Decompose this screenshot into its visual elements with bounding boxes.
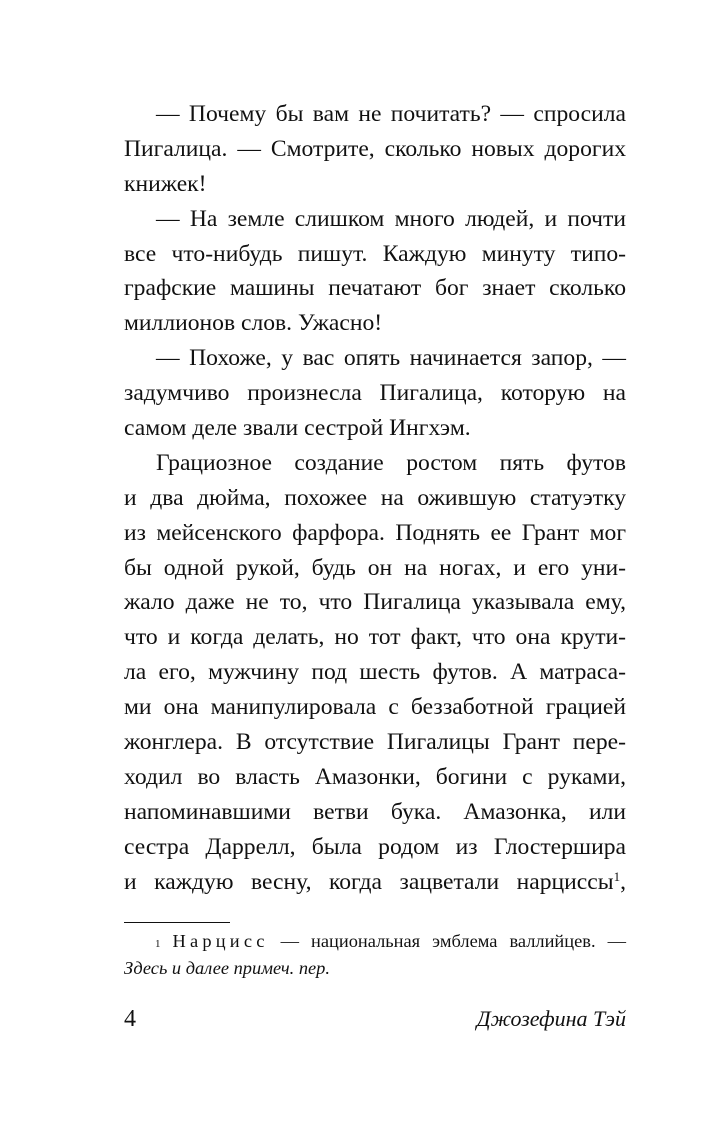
text-line: ла его, мужчину под шесть футов. А матраса- bbox=[124, 659, 626, 686]
page-body bbox=[124, 97, 626, 899]
text-line: что и когда делать, но тот факт, что она крути- bbox=[124, 624, 626, 651]
text-line: — На земле слишком много людей, и почти bbox=[156, 205, 626, 232]
footnote-line bbox=[124, 955, 626, 982]
footnote-text: — национальная эмблема валлийцев. — bbox=[268, 931, 626, 951]
text-line: из мейсенского фарфора. Поднять ее Грант мог bbox=[124, 519, 626, 546]
text-line: и каждую весну, когда зацветали нарциссы$^1$, bbox=[124, 868, 626, 895]
text-line: Грациозное создание ростом пять футов bbox=[156, 449, 626, 476]
text-line: сестра Даррелл, была родом из Глостершира bbox=[124, 833, 626, 860]
text-line: ходил во власть Амазонки, богини с руками, bbox=[124, 763, 626, 790]
footnote bbox=[124, 928, 626, 982]
footnote-number: 1 bbox=[155, 938, 161, 950]
text-line: графские машины печатают бог знает сколько bbox=[124, 275, 626, 302]
page-footer bbox=[124, 1002, 626, 1036]
text-line: бы одной рукой, будь он на ногах, и его уни- bbox=[124, 554, 626, 581]
footnote-divider bbox=[124, 922, 230, 923]
text-line: миллионов слов. Ужасно! bbox=[124, 310, 383, 337]
text-line: — Похоже, у вас опять начинается запор, — bbox=[156, 345, 626, 372]
text-line: напоминавшими ветви бука. Амазонка, или bbox=[124, 798, 626, 825]
footnote-reference[interactable]: 1 bbox=[613, 868, 621, 884]
text-line: книжек! bbox=[124, 170, 207, 197]
text-line: жонглера. В отсутствие Пигалицы Грант пере- bbox=[124, 729, 626, 756]
text-line: Пигалица. — Смотрите, сколько новых дорогих bbox=[124, 135, 626, 162]
text-line: ми она манипулировала с беззаботной грацией bbox=[124, 694, 626, 721]
text-line: задумчиво произнесла Пигалица, которую на bbox=[124, 380, 626, 407]
text-line: и два дюйма, похожее на ожившую статуэтку bbox=[124, 484, 626, 511]
text-line: самом деле звали сестрой Ингхэм. bbox=[124, 415, 471, 442]
text-line: все что-нибудь пишут. Каждую минуту типо- bbox=[124, 240, 626, 267]
footnote-translator-note: Здесь и далее примеч. пер. bbox=[124, 958, 330, 978]
footnote-term: Нарцисс bbox=[172, 931, 269, 951]
text-line: — Почему бы вам не почитать? — спросила bbox=[156, 101, 626, 127]
footnote-line bbox=[124, 928, 626, 955]
running-head-author: Джозефина Тэй bbox=[476, 1006, 626, 1031]
page-number: 4 bbox=[124, 1006, 136, 1032]
text-line: жало даже не то, что Пигалица указывала ему, bbox=[124, 589, 626, 616]
